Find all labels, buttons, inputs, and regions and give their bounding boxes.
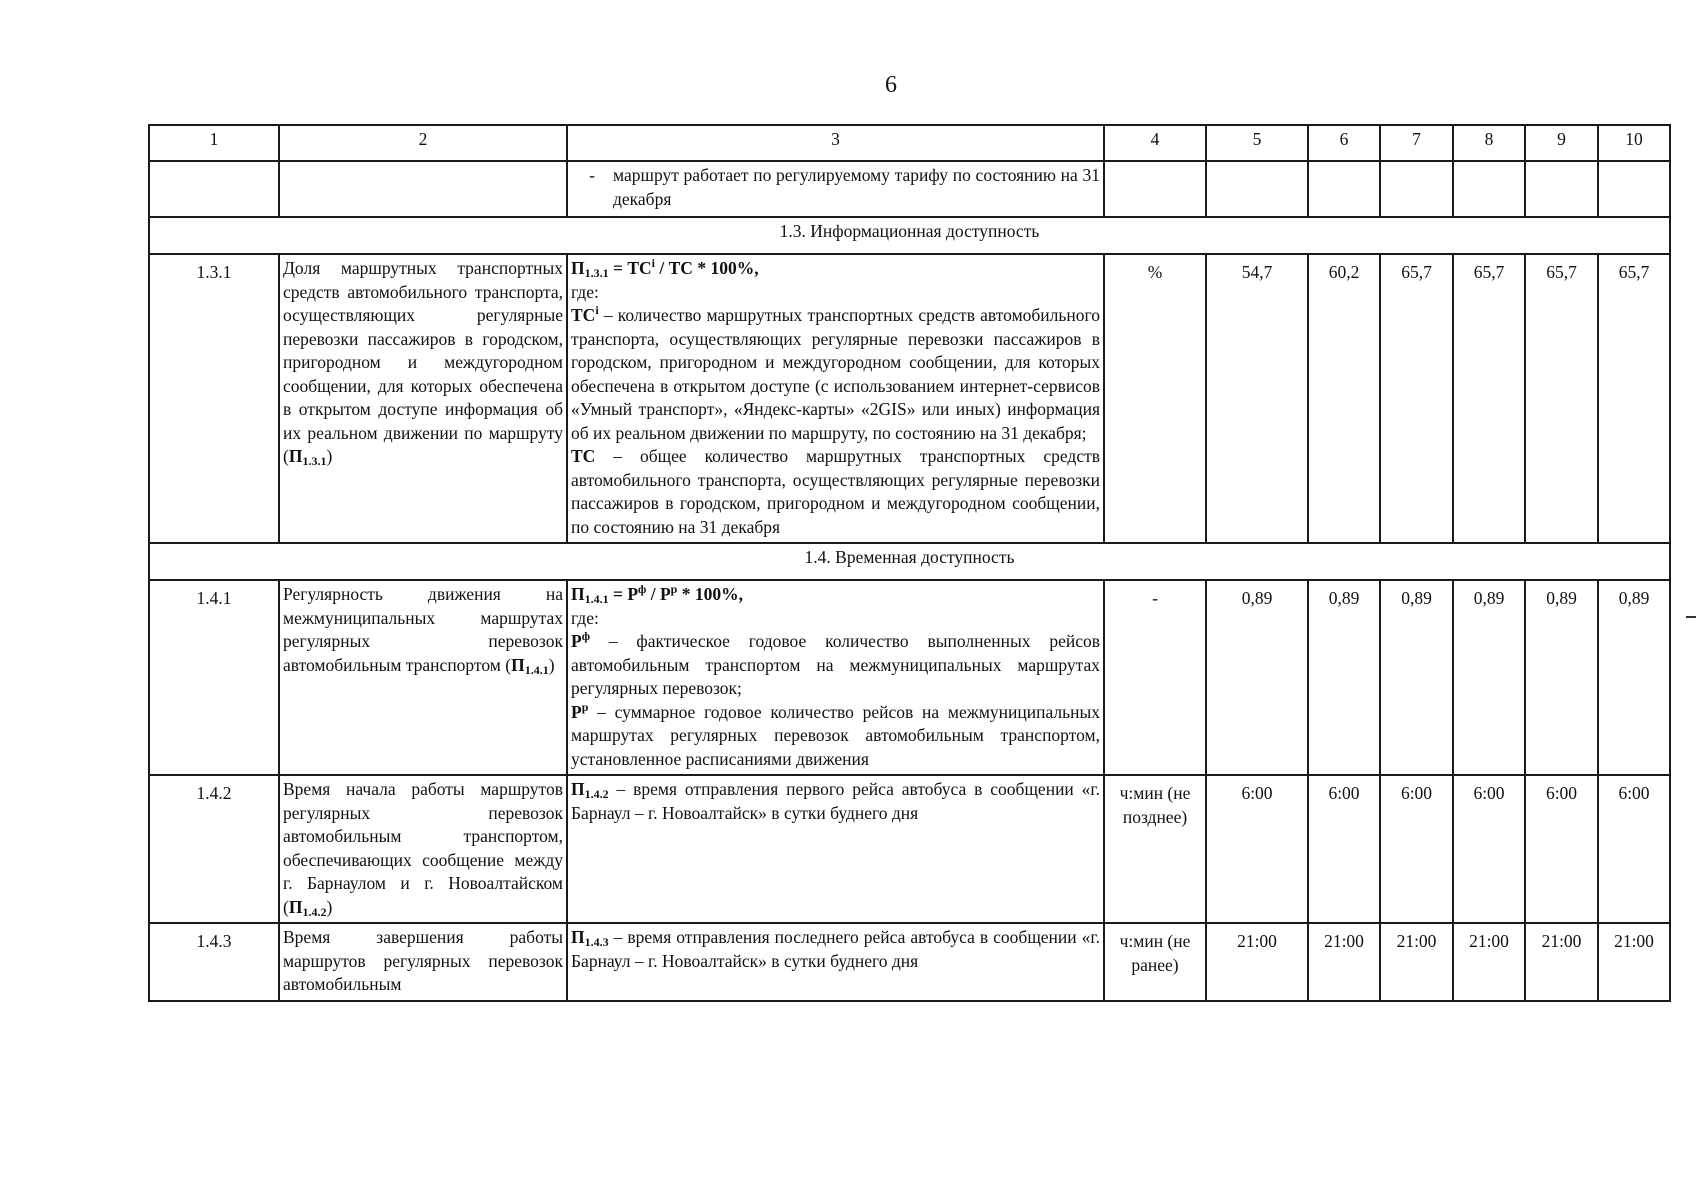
indicator-formula: $П_{1.4.3}$ – время отправления последнего рейса автобуса в сообщении «г. Барнаул – г. Новоалтайск» в сутки буднего дня bbox=[567, 923, 1104, 1001]
value-cell: 0,89 bbox=[1380, 580, 1453, 775]
header-cell: 9 bbox=[1525, 125, 1598, 161]
indicator-number: 1.4.2 bbox=[149, 775, 279, 923]
indicator-formula: $П_{1.4.1} = Р^ф / Р^р * 100\%$, где: $Р^ф$ – фактическое годовое количество выполненных рейсов автомобильным транспортом на межмуниципальных маршрутах регулярных перевозок; $Р^р$ – суммарное годовое количество рейсов на межмуниципальных маршрутах регулярных перевозок автомобильным транспортом, установленное расписаниями движения bbox=[567, 580, 1104, 775]
value-cell: 6:00 bbox=[1380, 775, 1453, 923]
value-cell: 6:00 bbox=[1525, 775, 1598, 923]
value-cell: 0,89 bbox=[1206, 580, 1308, 775]
value-cell: 21:00 bbox=[1308, 923, 1380, 1001]
indicator-name: Доля маршрутных транспортных средств автомобильного транспорта, осуществляющих регулярные перевозки пассажиров в городском, пригородном и междугородном сообщении, для которых обеспечена в открытом доступе информация об их реальном движении по маршруту $(П_{1.3.1})$ bbox=[279, 254, 567, 543]
value-cell: 21:00 bbox=[1453, 923, 1525, 1001]
header-cell: 7 bbox=[1380, 125, 1453, 161]
indicator-number: 1.3.1 bbox=[149, 254, 279, 543]
continuation-row bbox=[149, 161, 1670, 217]
header-cell: 10 bbox=[1598, 125, 1670, 161]
value-cell: 65,7 bbox=[1380, 254, 1453, 543]
indicator-unit: ч:мин (не ранее) bbox=[1104, 923, 1206, 1001]
continuation-text: - маршрут работает по регулируемому тарифу по состоянию на 31 декабря bbox=[567, 161, 1104, 217]
value-cell: 21:00 bbox=[1598, 923, 1670, 1001]
indicator-name: Регулярность движения на межмуниципальных маршрутах регулярных перевозок автомобильным транспортом $(П_{1.4.1})$ bbox=[279, 580, 567, 775]
indicator-row-1-4-3 bbox=[149, 923, 1670, 1001]
indicator-row-1-4-2 bbox=[149, 775, 1670, 923]
bullet-dash: - bbox=[589, 165, 595, 185]
indicator-formula: $П_{1.4.2}$ – время отправления первого рейса автобуса в сообщении «г. Барнаул – г. Новоалтайск» в сутки буднего дня bbox=[567, 775, 1104, 923]
formula-line: $П_{1.3.1} = ТС^i$ / ТС * 100%, bbox=[571, 256, 759, 280]
indicator-row-1-4-1 bbox=[149, 580, 1670, 775]
formula-definition: $ТС^i$ – количество маршрутных транспортных средств автомобильного транспорта, осуществляющих регулярные перевозки пассажиров в городском, пригородном и междугородном сообщении, для которых обеспечена в открытом доступе (с использованием интернет-сервисов «Умный транспорт», «Яндекс-карты» «2GIS» или иных) информация об их реальном движении по маршруту, по состоянию на 31 декабря; bbox=[571, 303, 1100, 443]
value-cell: 6:00 bbox=[1598, 775, 1670, 923]
section-row bbox=[149, 217, 1670, 254]
formula-line: $П_{1.4.1} = Р^ф / Р^р * 100\%$, bbox=[571, 582, 743, 606]
header-cell: 5 bbox=[1206, 125, 1308, 161]
indicators-table bbox=[148, 124, 1671, 1002]
indicator-number: 1.4.1 bbox=[149, 580, 279, 775]
value-cell: 65,7 bbox=[1598, 254, 1670, 543]
header-cell: 4 bbox=[1104, 125, 1206, 161]
indicator-name: Время начала работы маршрутов регулярных перевозок автомобильным транспортом, обеспечивающих сообщение между г. Барнаулом и г. Новоалтайском $(П_{1.4.2})$ bbox=[279, 775, 567, 923]
value-cell: 0,89 bbox=[1308, 580, 1380, 775]
margin-mark bbox=[1686, 616, 1696, 618]
value-cell: 65,7 bbox=[1525, 254, 1598, 543]
value-cell: 65,7 bbox=[1453, 254, 1525, 543]
header-cell: 1 bbox=[149, 125, 279, 161]
value-cell: 54,7 bbox=[1206, 254, 1308, 543]
header-cell: 8 bbox=[1453, 125, 1525, 161]
indicator-name: Время завершения работы маршрутов регулярных перевозок автомобильным bbox=[279, 923, 567, 1001]
value-cell: 0,89 bbox=[1525, 580, 1598, 775]
value-cell: 6:00 bbox=[1308, 775, 1380, 923]
value-cell: 21:00 bbox=[1525, 923, 1598, 1001]
header-cell: 6 bbox=[1308, 125, 1380, 161]
value-cell: 6:00 bbox=[1206, 775, 1308, 923]
formula-definition: $Р^ф$ – фактическое годовое количество выполненных рейсов автомобильным транспортом на межмуниципальных маршрутах регулярных перевозок; bbox=[571, 629, 1100, 698]
indicator-number: 1.4.3 bbox=[149, 923, 279, 1001]
value-cell: 0,89 bbox=[1453, 580, 1525, 775]
page-number: 6 bbox=[885, 72, 897, 98]
value-cell: 60,2 bbox=[1308, 254, 1380, 543]
section-row bbox=[149, 543, 1670, 580]
indicator-row-1-3-1 bbox=[149, 254, 1670, 543]
header-cell: 2 bbox=[279, 125, 567, 161]
section-title: 1.3. Информационная доступность bbox=[149, 217, 1670, 254]
header-row bbox=[149, 125, 1670, 161]
value-cell: 6:00 bbox=[1453, 775, 1525, 923]
indicator-unit: - bbox=[1104, 580, 1206, 775]
indicator-unit: ч:мин (не позднее) bbox=[1104, 775, 1206, 923]
formula-definition: $Р^р$ – суммарное годовое количество рейсов на межмуниципальных маршрутах регулярных перевозок автомобильным транспортом, установленное расписаниями движения bbox=[571, 699, 1100, 769]
section-title: 1.4. Временная доступность bbox=[149, 543, 1670, 580]
value-cell: 0,89 bbox=[1598, 580, 1670, 775]
formula-definition: ТС – общее количество маршрутных транспортных средств автомобильного транспорта, осуществляющих регулярные перевозки пассажиров в городском, пригородном и междугородном сообщении, по состоянию на 31 декабря bbox=[571, 446, 1100, 537]
value-cell: 21:00 bbox=[1206, 923, 1308, 1001]
header-cell: 3 bbox=[567, 125, 1104, 161]
value-cell: 21:00 bbox=[1380, 923, 1453, 1001]
indicator-formula: $П_{1.3.1} = ТС^i$ / ТС * 100%, где: $ТС^i$ – количество маршрутных транспортных средств автомобильного транспорта, осуществляющих регулярные перевозки пассажиров в городском, пригородном и междугородном сообщении, для которых обеспечена в открытом доступе (с использованием интернет-сервисов «Умный транспорт», «Яндекс-карты» «2GIS» или иных) информация об их реальном движении по маршруту, по состоянию на 31 декабря; ТС – общее количество маршрутных транспортных средств автомобильного транспорта, осуществляющих регулярные перевозки пассажиров в городском, пригородном и междугородном сообщении, по состоянию на 31 декабря bbox=[567, 254, 1104, 543]
indicator-unit: % bbox=[1104, 254, 1206, 543]
